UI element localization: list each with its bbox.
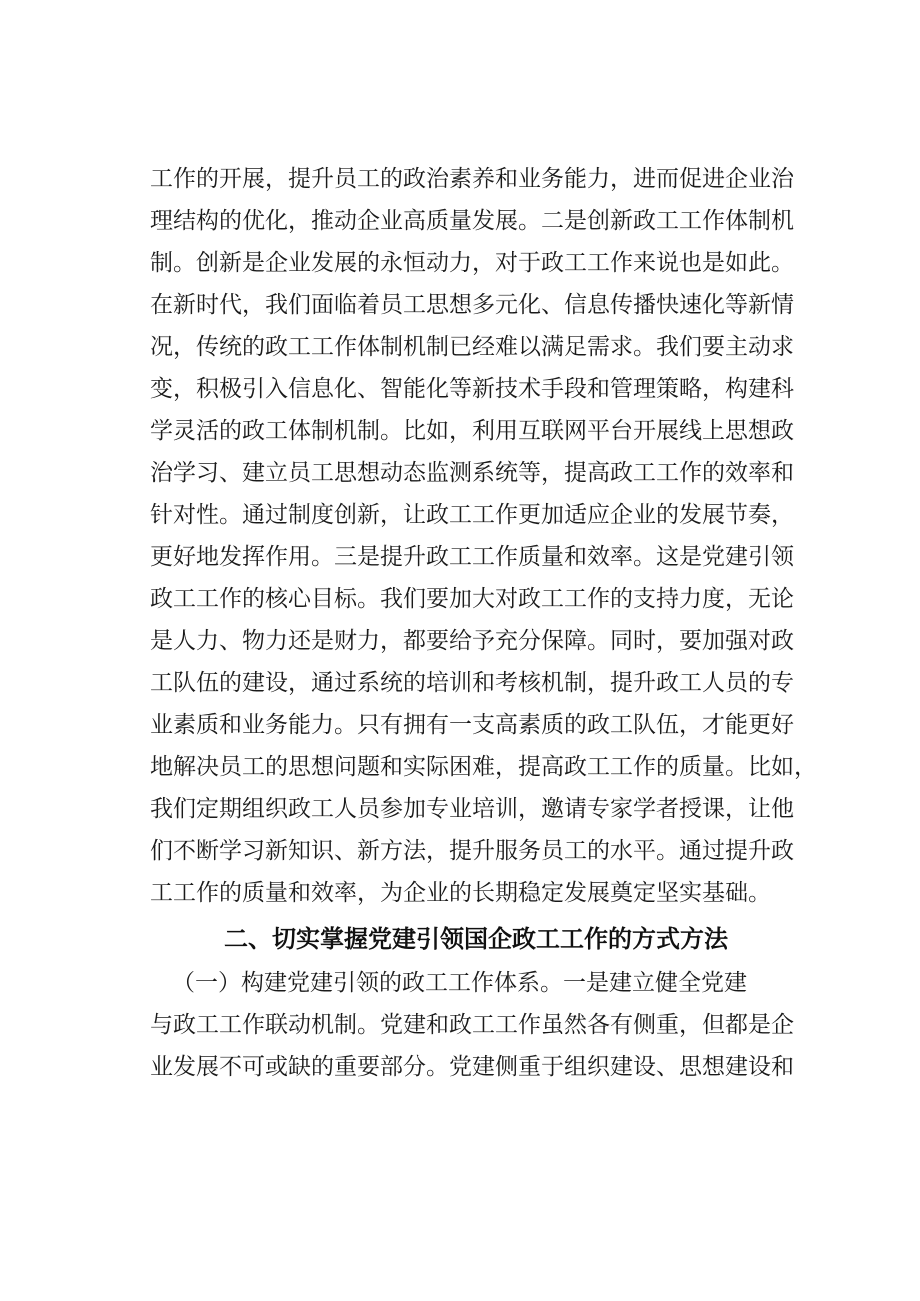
text-line: 工工作的质量和效率，为企业的长期稳定发展奠定坚实基础。 (150, 880, 771, 906)
paragraph-2 (150, 962, 802, 1088)
text-line: 工作的开展，提升员工的政治素养和业务能力，进而促进企业治 (150, 166, 794, 192)
text-line: 制。创新是企业发展的永恒动力，对于政工工作来说也是如此。 (150, 250, 794, 276)
text-line: 针对性。通过制度创新，让政工工作更加适应企业的发展节奏， (150, 502, 794, 528)
text-line: 与政工工作联动机制。党建和政工工作虽然各有侧重，但都是企 (150, 1012, 794, 1038)
text-line: （一）构建党建引领的政工工作体系。一是建立健全党建 (172, 970, 747, 996)
text-line: 地解决员工的思想问题和实际困难，提高政工工作的质量。比如， (150, 754, 817, 780)
text-line: 是人力、物力还是财力，都要给予充分保障。同时，要加强对政 (150, 628, 794, 654)
text-line: 业素质和业务能力。只有拥有一支高素质的政工队伍，才能更好 (150, 712, 794, 738)
text-line: 况，传统的政工工作体制机制已经难以满足需求。我们要主动求 (150, 334, 794, 360)
text-line: 学灵活的政工体制机制。比如，利用互联网平台开展线上思想政 (150, 418, 794, 444)
text-line: 治学习、建立员工思想动态监测系统等，提高政工工作的效率和 (150, 460, 794, 486)
paragraph-1 (150, 158, 817, 914)
section-heading: 二、切实掌握党建引领国企政工工作的方式方法 (224, 925, 728, 953)
text-line: 工队伍的建设，通过系统的培训和考核机制，提升政工人员的专 (150, 670, 794, 696)
text-line: 在新时代，我们面临着员工思想多元化、信息传播快速化等新情 (150, 292, 794, 318)
text-line: 政工工作的核心目标。我们要加大对政工工作的支持力度，无论 (150, 586, 794, 612)
text-line: 理结构的优化，推动企业高质量发展。二是创新政工工作体制机 (150, 208, 794, 234)
text-line: 我们定期组织政工人员参加专业培训，邀请专家学者授课，让他 (150, 796, 794, 822)
text-line: 变，积极引入信息化、智能化等新技术手段和管理策略，构建科 (150, 376, 794, 402)
text-line: 们不断学习新知识、新方法，提升服务员工的水平。通过提升政 (150, 838, 794, 864)
text-line: 业发展不可或缺的重要部分。党建侧重于组织建设、思想建设和 (150, 1054, 794, 1080)
text-line: 更好地发挥作用。三是提升政工工作质量和效率。这是党建引领 (150, 544, 794, 570)
document-body (150, 158, 817, 1088)
